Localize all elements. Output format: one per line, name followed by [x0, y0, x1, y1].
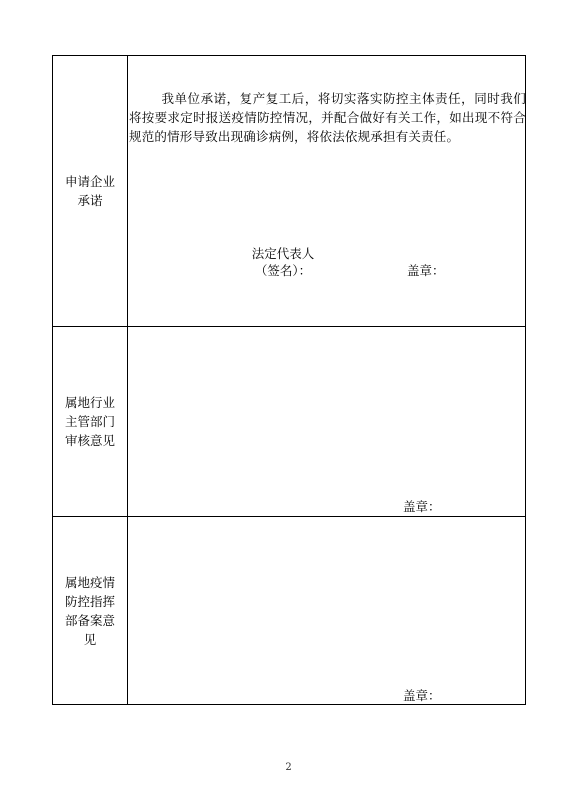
- page-number: 2: [285, 762, 292, 773]
- legal-representative-signature: [228, 245, 338, 279]
- industry-department-label: 属地行业主管部门审核意见: [64, 395, 115, 448]
- enterprise-pledge-label-cell: [53, 56, 128, 326]
- epidemic-command-filing-row: [53, 517, 525, 705]
- application-form-table: [52, 55, 526, 705]
- industry-department-seal-label: 盖章：: [403, 499, 441, 514]
- epidemic-command-label-cell: [53, 517, 128, 705]
- industry-department-label-cell: [53, 327, 128, 516]
- epidemic-command-opinion-cell: [128, 517, 525, 705]
- industry-department-review-row: [53, 327, 525, 517]
- industry-department-opinion-cell: [128, 327, 525, 516]
- legal-representative-label: 法定代表人: [251, 246, 315, 261]
- enterprise-pledge-row: [53, 56, 525, 327]
- pledge-text: 我单位承诺，复产复工后，将切实落实防控主体责任，同时我们将按要求定时报送疫情防控情况，并配合做好有关工作，如出现不符合规范的情形导致出现确诊病例，将依法依规承担有关责任。: [129, 91, 526, 144]
- epidemic-command-seal-label: 盖章：: [403, 688, 441, 703]
- enterprise-seal-label: 盖章：: [407, 263, 445, 278]
- epidemic-command-label: 属地疫情防控指挥部备案意见: [64, 575, 115, 647]
- enterprise-pledge-label: 申请企业承诺: [64, 174, 115, 208]
- signature-label: （签名）：: [254, 263, 312, 278]
- enterprise-pledge-content-cell: [128, 56, 525, 326]
